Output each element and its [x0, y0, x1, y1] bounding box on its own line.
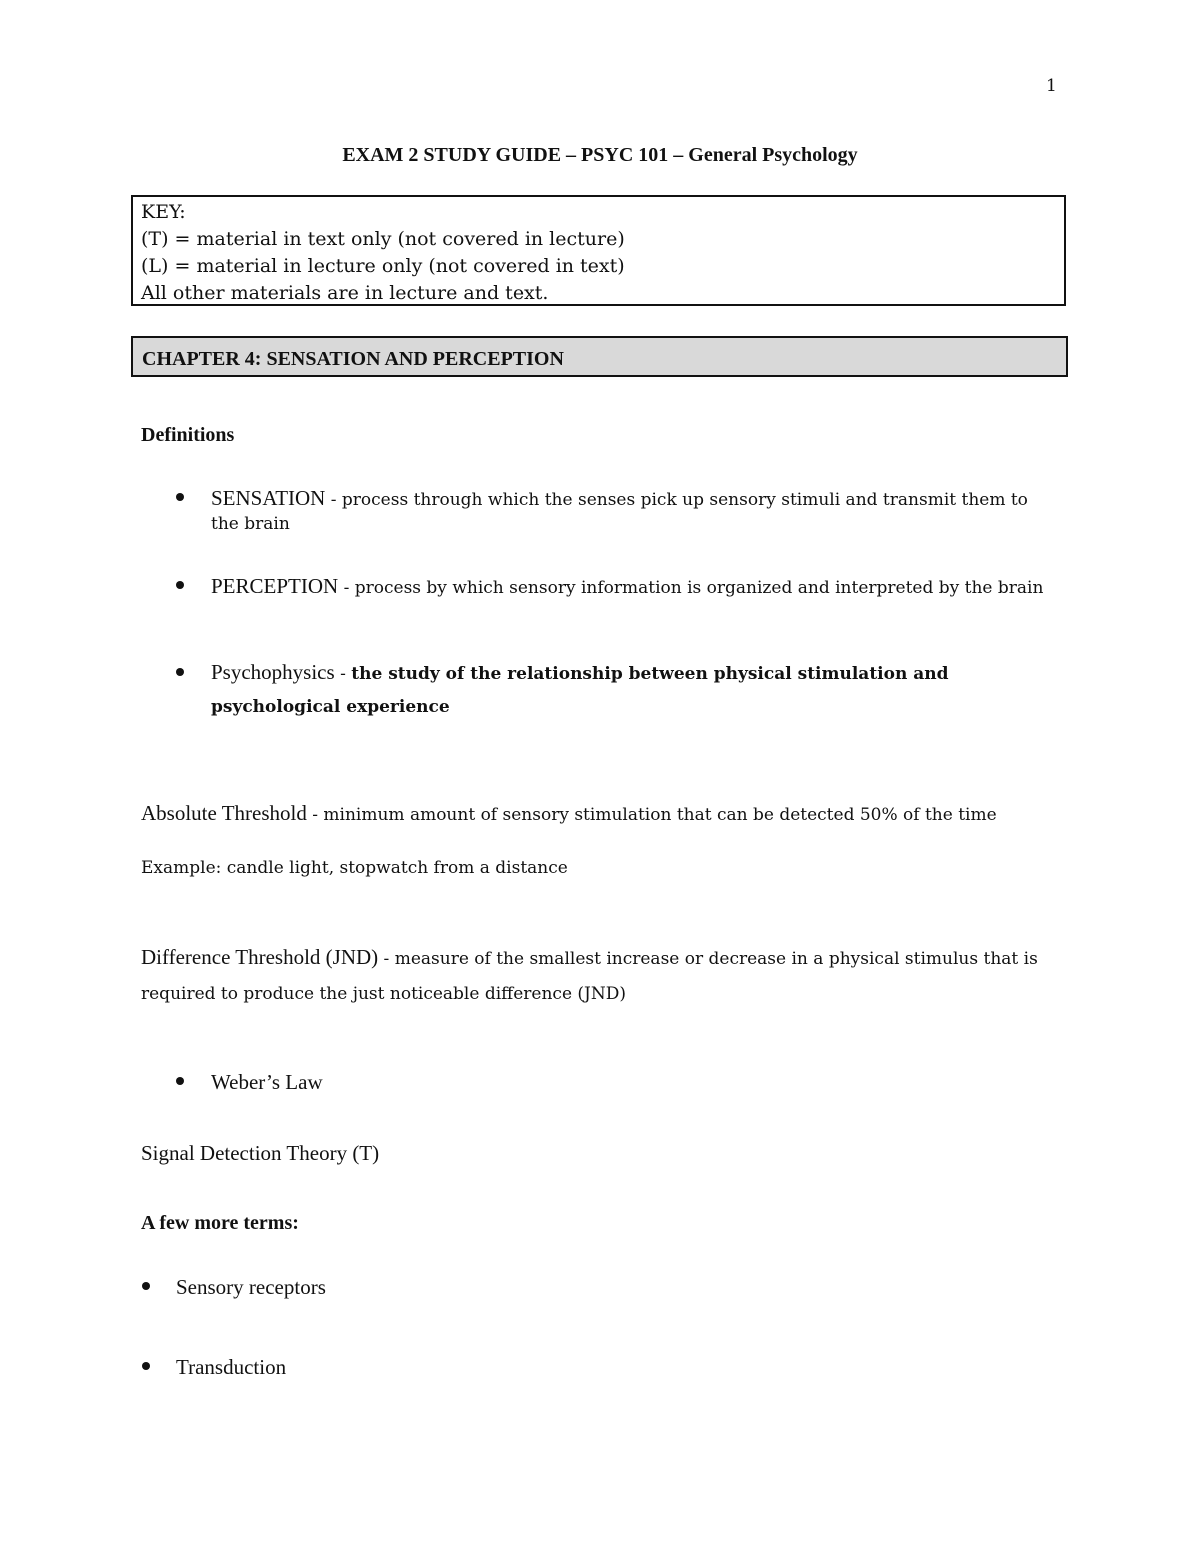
absolute-threshold [141, 801, 997, 826]
key-both: All other materials are in lecture and text. [141, 282, 549, 304]
term-sensation: SENSATION [211, 486, 326, 510]
desc-difference-threshold-cont: required to produce the just noticeable difference (JND) [141, 984, 626, 1004]
desc-sensation-cont: the brain [211, 514, 290, 534]
definition-sensation [211, 486, 1028, 511]
desc-difference-threshold: - measure of the smallest increase or decrease in a physical stimulus that is [378, 949, 1038, 969]
term-absolute-threshold: Absolute Threshold [141, 801, 307, 825]
key-box [131, 195, 1066, 306]
chapter-heading: CHAPTER 4: SENSATION AND PERCEPTION [131, 336, 1068, 377]
signal-detection-theory: Signal Detection Theory (T) [141, 1141, 380, 1165]
separator: - [338, 578, 355, 598]
desc-psychophysics: the study of the relationship between physical stimulation and [351, 664, 949, 684]
desc-perception: process by which sensory information is organized and interpreted by the brain [354, 578, 1044, 598]
page-title: EXAM 2 STUDY GUIDE – PSYC 101 – General Psychology [342, 144, 858, 166]
term-psychophysics: Psychophysics [211, 660, 335, 684]
term-transduction: Transduction [176, 1355, 287, 1379]
term-sensory-receptors: Sensory receptors [176, 1275, 326, 1299]
term-difference-threshold: Difference Threshold (JND) [141, 945, 379, 969]
key-text-only: (T) = material in text only (not covered in lecture) [141, 228, 625, 250]
desc-psychophysics-cont: psychological experience [211, 697, 450, 717]
bullet-icon [176, 1077, 184, 1085]
definitions-heading: Definitions [141, 424, 235, 446]
bullet-icon [176, 493, 184, 501]
absolute-threshold-example: Example: candle light, stopwatch from a distance [141, 858, 568, 878]
bullet-icon [176, 668, 184, 676]
page-number: 1 [1046, 76, 1057, 96]
desc-sensation: process through which the senses pick up sensory stimuli and transmit them to [341, 490, 1028, 510]
bullet-icon [142, 1282, 150, 1290]
definition-perception [211, 574, 1043, 599]
key-heading: KEY: [141, 201, 186, 223]
difference-threshold [141, 945, 1038, 970]
bullet-icon [142, 1362, 150, 1370]
separator: - [325, 490, 342, 510]
desc-absolute-threshold: - minimum amount of sensory stimulation that can be detected 50% of the time [306, 805, 997, 825]
webers-law: Weber’s Law [211, 1070, 323, 1094]
separator: - [334, 664, 352, 684]
term-perception: PERCEPTION [211, 574, 339, 598]
key-lecture-only: (L) = material in lecture only (not covered in text) [141, 255, 625, 277]
more-terms-heading: A few more terms: [141, 1212, 299, 1234]
definition-psychophysics [211, 660, 949, 685]
bullet-icon [176, 581, 184, 589]
